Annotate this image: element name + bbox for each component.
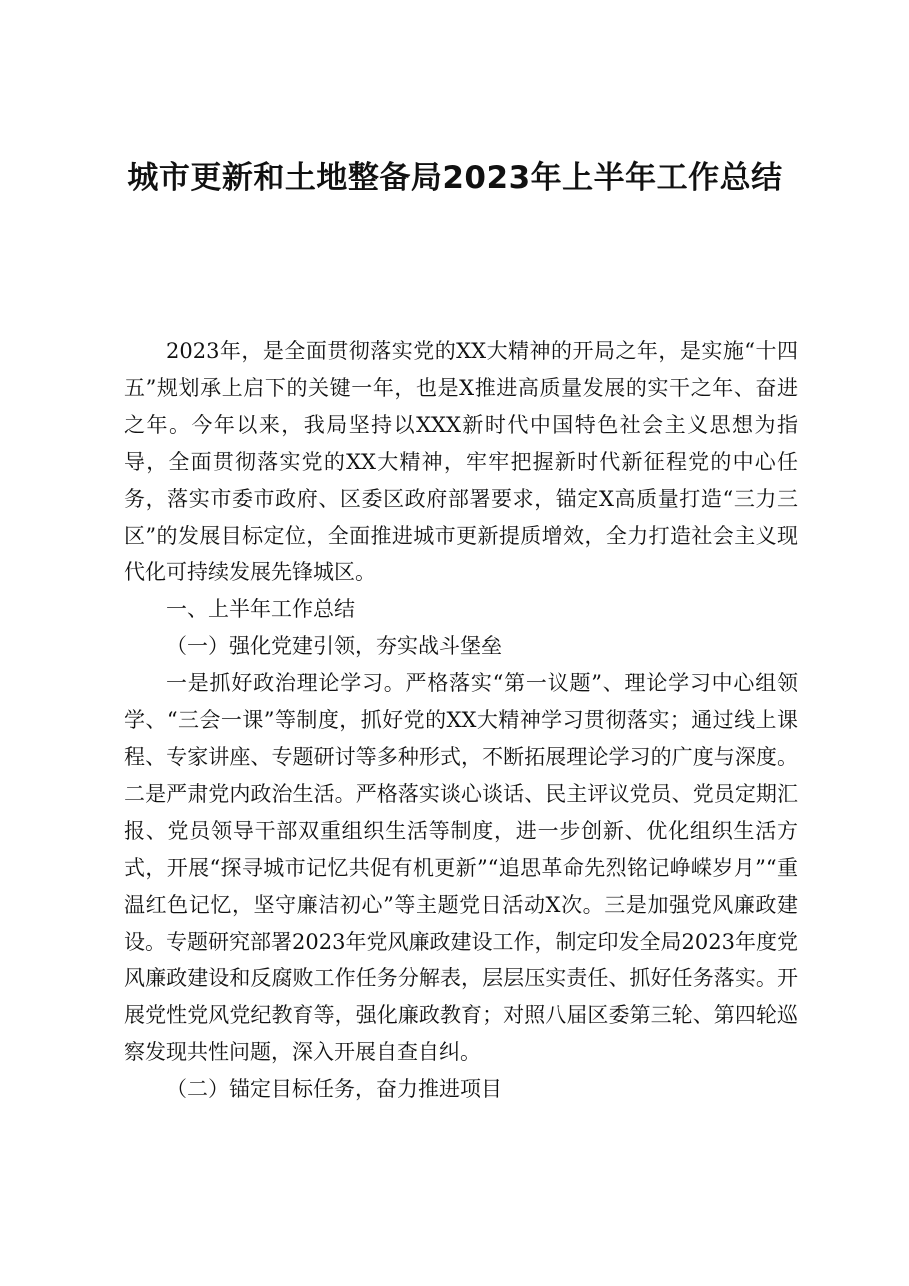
document-body [124,333,798,1108]
intro-paragraph: 2023年，是全面贯彻落实党的XX大精神的开局之年，是实施“十四五”规划承上启下的关键一年，也是X推进高质量发展的实干之年、奋进之年。今年以来，我局坚持以XXX新时代中国特色社会主义思想为指导，全面贯彻落实党的XX大精神，牢牢把握新时代新征程党的中心任务，落实市委市政府、区委区政府部署要求，锚定X高质量打造“三力三区”的发展目标定位，全面推进城市更新提质增效，全力打造社会主义现代化可持续发展先锋城区。 [124,339,798,585]
subsection-heading-1: （一）强化党建引领，夯实战斗堡垒 [166,634,502,659]
section-heading-1: 一、上半年工作总结 [166,597,355,622]
party-building-paragraph: 一是抓好政治理论学习。严格落实“第一议题”、理论学习中心组领学、“三会一课”等制度，抓好党的XX大精神学习贯彻落实；通过线上课程、专家讲座、专题研讨等多种形式，不断拓展理论学习的广度与深度。二是严肃党内政治生活。严格落实谈心谈话、民主评议党员、党员定期汇报、党员领导干部双重组织生活等制度，进一步创新、优化组织生活方式，开展“探寻城市记忆共促有机更新”“追思革命先烈铭记峥嵘岁月”“重温红色记忆，坚守廉洁初心”等主题党日活动X次。三是加强党风廉政建设。专题研究部署2023年党风廉政建设工作，制定印发全局2023年度党风廉政建设和反腐败工作任务分解表，层层压实责任、抓好任务落实。开展党性党风党纪教育等，强化廉政教育；对照八届区委第三轮、第四轮巡察发现共性问题，深入开展自查自纠。 [124,671,798,1065]
subsection-heading-2: （二）锚定目标任务，奋力推进项目 [166,1077,502,1102]
document-title: 城市更新和土地整备局2023年上半年工作总结 [127,160,783,196]
